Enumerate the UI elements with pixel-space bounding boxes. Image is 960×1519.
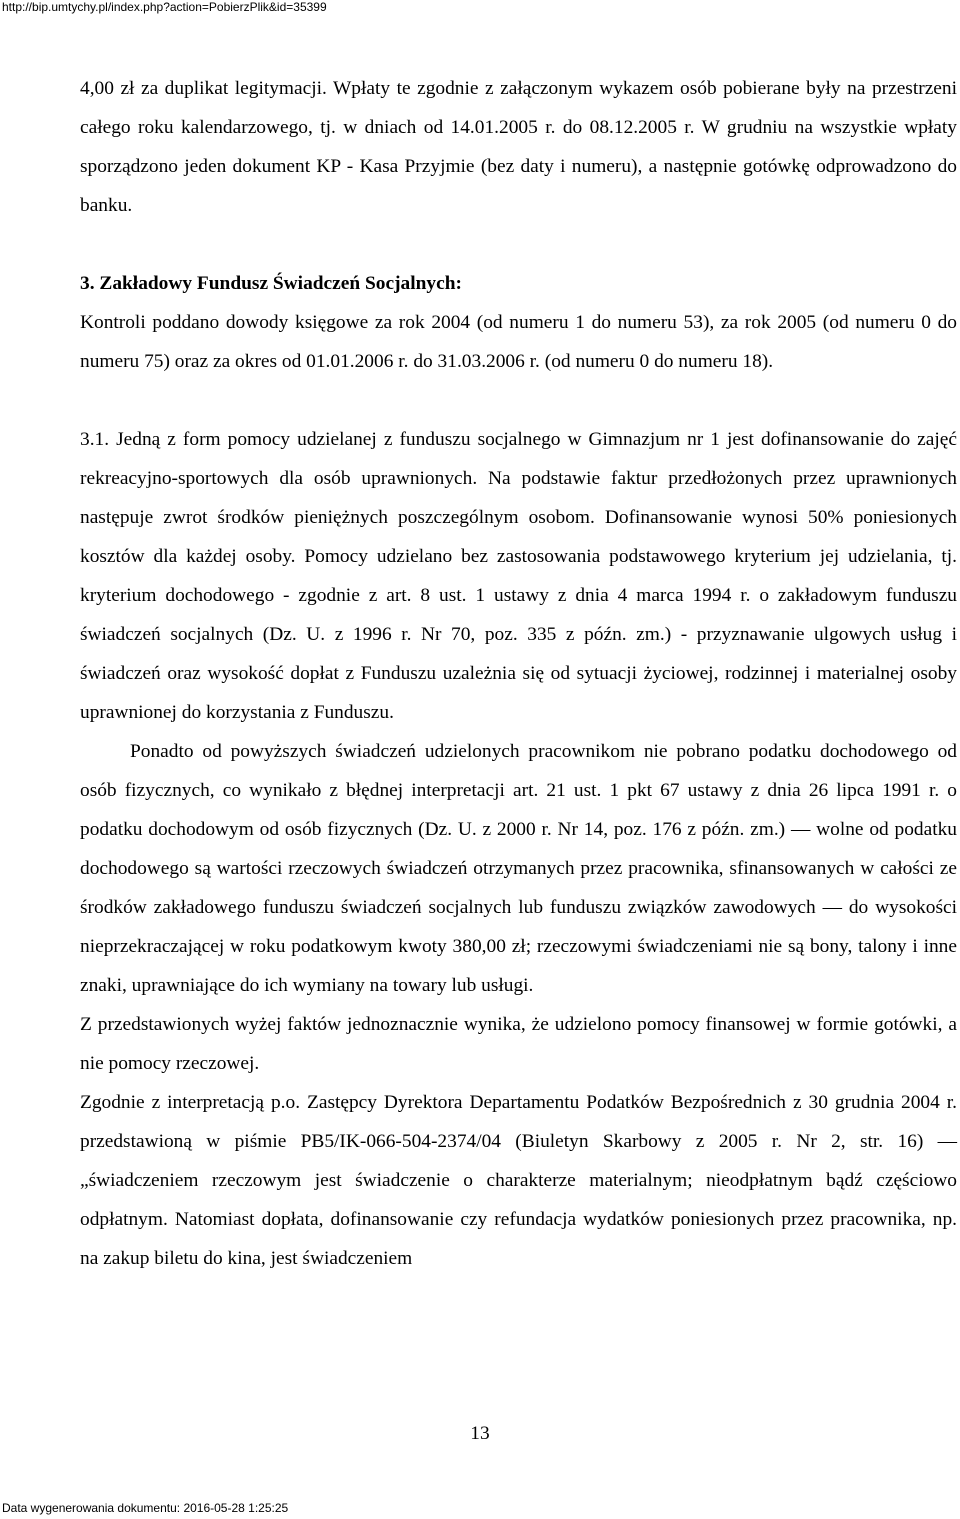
paragraph-subsection-3-1: 3.1. Jedną z form pomocy udzielanej z funduszu socjalnego w Gimnazjum nr 1 jest dofinansowanie do zajęć rekreacyjno-sportowych dla osób uprawnionych. Na podstawie faktur przedłożonych przez uprawnionych następuje zwrot środków pieniężnych poszczególnym osobom. Dofinansowanie wynosi 50% poniesionych kosztów dla każdej osoby. Pomocy udzielano bez zastosowania podstawowego kryterium jej udzielania, tj. kryterium dochodowego - zgodnie z art. 8 ust. 1 ustawy z dnia 4 marca 1994 r. o zakładowym funduszu świadczeń socjalnych (Dz. U. z 1996 r. Nr 70, poz. 335 z późn. zm.) - przyznawanie ulgowych usług i świadczeń oraz wysokość dopłat z Funduszu uzależnia się od sytuacji życiowej, rodzinnej i materialnej osoby uprawnionej do korzystania z Funduszu. [80,429,957,723]
paragraph-interpretation: Zgodnie z interpretacją p.o. Zastępcy Dyrektora Departamentu Podatków Bezpośrednich z 30 grudnia 2004 r. przedstawioną w piśmie PB5/IK-066-504-2374/04 (Biuletyn Skarbowy z 2005 r. Nr 2, str. 16) — „świadczeniem rzeczowym jest świadczenie o charakterze materialnym; nieodpłatnym bądź częściowo odpłatnym. Natomiast dopłata, dofinansowanie czy refundacja wydatków poniesionych przez pracownika, np. na zakup biletu do kina, jest świadczeniem [80,1092,957,1269]
paragraph-tax: Ponadto od powyższych świadczeń udzielonych pracownikom nie pobrano podatku dochodowego od osób fizycznych, co wynikało z błędnej interpretacji art. 21 ust. 1 pkt 67 ustawy z dnia 26 lipca 1991 r. o podatku dochodowym od osób fizycznych (Dz. U. z 2000 r. Nr 14, poz. 176 z późn. zm.) — wolne od podatku dochodowego są wartości rzeczowych świadczeń otrzymanych przez pracownika, sfinansowanych w całości ze środków zakładowego funduszu świadczeń socjalnych lub funduszu związków zawodowych — do wysokości nieprzekraczającej w roku podatkowym kwoty 380,00 zł; rzeczowymi świadczeniami nie są bony, talony i inne znaki, uprawniające do ich wymiany na towary lub usługi. [80,741,957,996]
paragraph-payments: 4,00 zł za duplikat legitymacji. Wpłaty te zgodnie z załączonym wykazem osób pobierane były na przestrzeni całego roku kalendarzowego, tj. w dniach od 14.01.2005 r. do 08.12.2005 r. W grudniu na wszystkie wpłaty sporządzono jeden dokument KP - Kasa Przyjmie (bez daty i numeru), a następnie gotówkę odprowadzono do banku. [80,78,957,216]
page-number: 13 [470,1423,490,1444]
paragraph-conclusion: Z przedstawionych wyżej faktów jednoznacznie wynika, że udzielono pomocy finansowej w formie gotówki, a nie pomocy rzeczowej. [80,1014,957,1074]
paragraph-controlled-documents: Kontroli poddano dowody księgowe za rok 2004 (od numeru 1 do numeru 53), za rok 2005 (od numeru 0 do numeru 75) oraz za okres od 01.01.2006 r. do 31.03.2006 r. (od numeru 0 do numeru 18). [80,312,957,372]
footer-generation-date: Data wygenerowania dokumentu: 2016-05-28 1:25:25 [2,1501,289,1515]
section-heading: 3. Zakładowy Fundusz Świadczeń Socjalnych: [80,273,462,294]
url-header: http://bip.umtychy.pl/index.php?action=PobierzPlik&id=35399 [2,0,327,14]
document-body [80,69,957,1278]
